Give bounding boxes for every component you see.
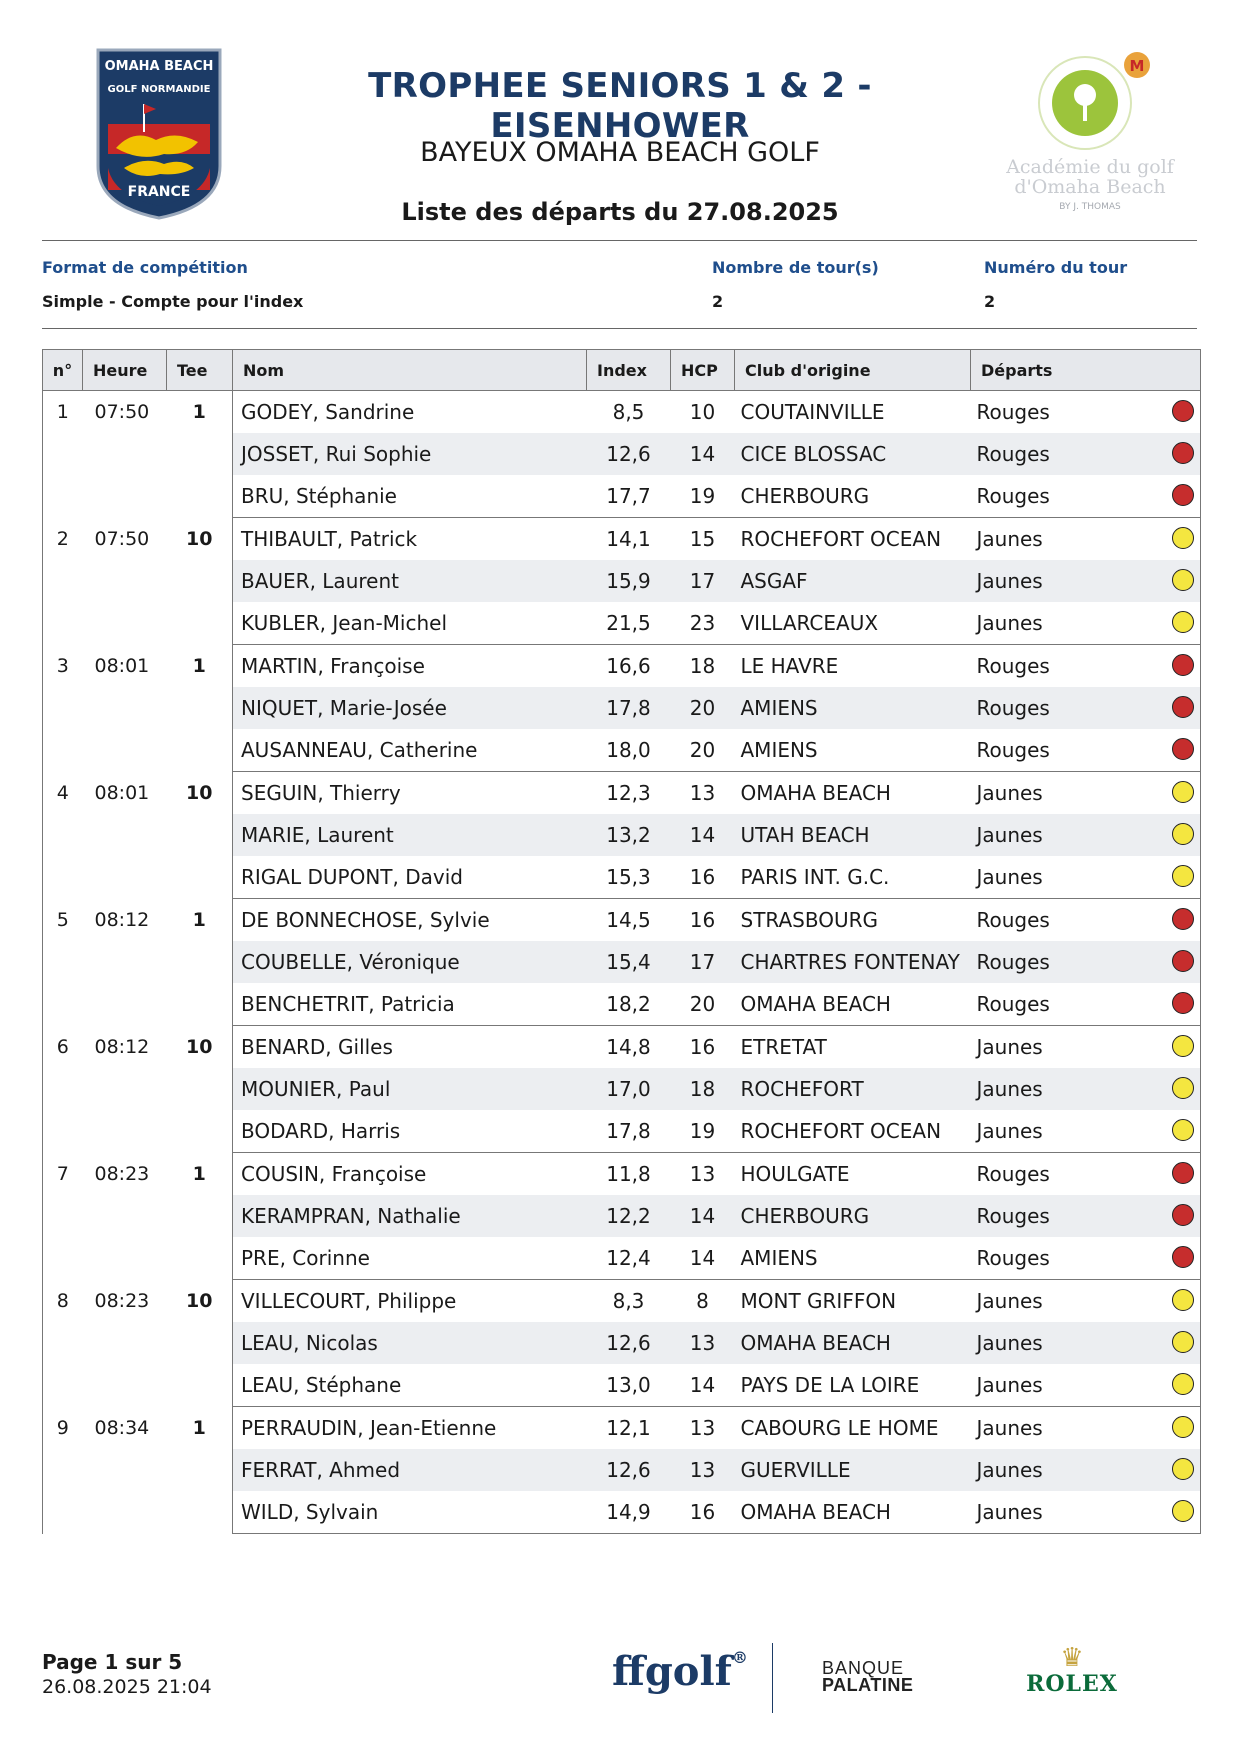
player-start-tee-cell [971,941,1201,983]
player-start-tee: Rouges [976,442,1050,466]
player-name: MARIE, Laurent [233,814,587,856]
table-row [43,772,1201,815]
player-index: 14,8 [606,1035,651,1059]
player-start-tee-cell [971,983,1201,1026]
starting-tee: 10 [167,1280,233,1407]
player-name: KUBLER, Jean-Michel [233,602,587,645]
player-start-tee-cell [971,433,1201,475]
col-header-hcp: HCP [671,350,735,391]
player-start-tee: Jaunes [976,865,1043,889]
round-number-label: Numéro du tour [984,258,1128,277]
player-club: OMAHA BEACH [735,1322,971,1364]
group-number: 6 [43,1026,83,1153]
starting-tee: 1 [167,899,233,1026]
player-hcp: 13 [689,1416,716,1440]
player-index: 17,0 [587,1068,671,1110]
tee-color-marker [1172,950,1194,972]
ffgolf-wordmark: ffgolf [612,1648,732,1695]
player-name: PERRAUDIN, Jean-Etienne [241,1416,497,1440]
player-hcp: 16 [689,908,716,932]
tee-color-marker [1172,1331,1194,1353]
player-club: ROCHEFORT OCEAN [735,1110,971,1153]
player-name: MARTIN, Françoise [241,654,425,678]
tee-color-marker [1172,696,1194,718]
table-header-row [43,350,1201,391]
tee-color-marker [1172,527,1194,549]
player-club: CHERBOURG [735,1195,971,1237]
table-row [43,645,1201,688]
player-name: BAUER, Laurent [233,560,587,602]
player-club: PARIS INT. G.C. [735,856,971,899]
sponsor-separator [772,1643,773,1713]
player-start-tee: Jaunes [976,1331,1043,1355]
tee-color-marker [1172,908,1194,930]
col-header-time: Heure [83,350,167,391]
player-index: 17,8 [587,687,671,729]
table-row [43,391,1201,434]
starting-tee: 10 [167,772,233,899]
player-hcp: 16 [671,856,735,899]
player-start-tee: Jaunes [976,1035,1043,1059]
player-name: BENCHETRIT, Patricia [233,983,587,1026]
svg-text:Académie du golf: Académie du golf [1006,156,1174,178]
print-timestamp: 26.08.2025 21:04 [42,1676,212,1698]
player-hcp: 17 [671,560,735,602]
player-hcp: 19 [671,475,735,518]
tee-color-marker [1172,1077,1194,1099]
player-index: 14,9 [587,1491,671,1534]
player-name: DE BONNECHOSE, Sylvie [241,908,490,932]
player-name: WILD, Sylvain [233,1491,587,1534]
tee-color-marker [1172,865,1194,887]
academie-golf-logo [1005,45,1175,217]
player-hcp: 20 [671,983,735,1026]
player-start-tee-cell [971,1237,1201,1280]
player-start-tee: Rouges [976,908,1050,932]
tee-time: 08:01 [83,645,167,772]
player-hcp: 15 [689,527,716,551]
col-header-index: Index [587,350,671,391]
tee-time: 08:12 [83,899,167,1026]
meta-divider [42,328,1197,329]
player-index: 17,8 [587,1110,671,1153]
col-header-start: Départs [971,350,1201,391]
player-club: ROCHEFORT [735,1068,971,1110]
tee-color-marker [1172,654,1194,676]
venue-subtitle: BAYEUX OMAHA BEACH GOLF [420,137,820,168]
table-row [43,1026,1201,1069]
tee-time: 08:23 [83,1280,167,1407]
tee-color-marker [1172,1373,1194,1395]
banque-line2: PALATINE [822,1675,914,1695]
tee-time: 08:12 [83,1026,167,1153]
player-hcp: 20 [671,729,735,772]
player-index: 8,5 [612,400,645,424]
tee-color-marker [1172,1416,1194,1438]
player-start-tee-cell [971,602,1201,645]
player-club: HOULGATE [740,1162,850,1186]
player-index: 15,9 [587,560,671,602]
player-name: RIGAL DUPONT, David [233,856,587,899]
player-name: LEAU, Nicolas [233,1322,587,1364]
table-row [43,899,1201,942]
group-number: 3 [43,645,83,772]
rolex-wordmark: ROLEX [1026,1671,1118,1697]
start-list-table [42,349,1200,1534]
banque-palatine-logo [822,1660,972,1694]
player-start-tee: Jaunes [976,611,1043,635]
player-club: GUERVILLE [735,1449,971,1491]
tee-color-marker [1172,1500,1194,1522]
player-start-tee: Rouges [976,738,1050,762]
tee-color-marker [1172,569,1194,591]
player-start-tee: Jaunes [976,1373,1043,1397]
player-start-tee-cell [971,1322,1201,1364]
player-name: COUBELLE, Véronique [233,941,587,983]
player-club: CABOURG LE HOME [740,1416,939,1440]
player-index: 14,1 [606,527,651,551]
col-header-club: Club d'origine [735,350,971,391]
player-start-tee: Rouges [976,1204,1050,1228]
player-index: 8,3 [612,1289,645,1313]
player-hcp: 13 [689,1162,716,1186]
player-club: ROCHEFORT OCEAN [740,527,942,551]
player-name: JOSSET, Rui Sophie [233,433,587,475]
player-club: LE HAVRE [740,654,839,678]
starting-tee: 1 [167,1153,233,1280]
tee-color-marker [1172,781,1194,803]
tee-color-marker [1172,1162,1194,1184]
player-index: 12,2 [587,1195,671,1237]
player-hcp: 14 [671,814,735,856]
crown-icon: ♛ [1060,1643,1084,1673]
starting-tee: 1 [167,391,233,518]
starting-tee: 1 [167,1407,233,1534]
player-name: BRU, Stéphanie [233,475,587,518]
rolex-logo [1022,1645,1122,1697]
player-start-tee-cell [971,1110,1201,1153]
tee-time: 07:50 [83,518,167,645]
player-index: 16,6 [606,654,651,678]
player-hcp: 18 [671,1068,735,1110]
rounds-value: 2 [712,292,724,311]
player-start-tee: Rouges [976,400,1050,424]
header-divider [42,240,1197,241]
player-index: 13,0 [587,1364,671,1407]
table-row [43,518,1201,561]
player-club: MONT GRIFFON [740,1289,897,1313]
player-start-tee-cell [971,645,1201,688]
player-hcp: 20 [671,687,735,729]
table-row [43,1280,1201,1323]
player-name: LEAU, Stéphane [233,1364,587,1407]
player-start-tee: Jaunes [976,1416,1043,1440]
player-start-tee: Rouges [976,1162,1050,1186]
player-start-tee-cell [971,1026,1201,1069]
player-index: 12,4 [587,1237,671,1280]
player-hcp: 13 [671,1449,735,1491]
player-index: 12,1 [606,1416,651,1440]
tee-time: 08:34 [83,1407,167,1534]
player-start-tee: Jaunes [976,1289,1043,1313]
player-club: VILLARCEAUX [735,602,971,645]
omaha-beach-golf-logo [94,46,224,222]
player-hcp: 23 [671,602,735,645]
tee-color-marker [1172,400,1194,422]
player-start-tee: Rouges [976,1246,1050,1270]
player-start-tee-cell [971,729,1201,772]
player-club: OMAHA BEACH [735,983,971,1026]
player-hcp: 13 [689,781,716,805]
player-hcp: 17 [671,941,735,983]
player-name: BENARD, Gilles [241,1035,393,1059]
starting-tee: 10 [167,1026,233,1153]
player-start-tee-cell [971,1280,1201,1323]
player-name: THIBAULT, Patrick [241,527,418,551]
player-start-tee-cell [971,899,1201,942]
player-start-tee: Jaunes [976,781,1043,805]
tee-color-marker [1172,823,1194,845]
player-start-tee-cell [971,1449,1201,1491]
player-index: 15,3 [587,856,671,899]
player-club: AMIENS [735,687,971,729]
format-label: Format de compétition [42,258,248,277]
player-name: AUSANNEAU, Catherine [233,729,587,772]
player-club: CHARTRES FONTENAY [735,941,971,983]
player-index: 12,6 [587,433,671,475]
player-club: CICE BLOSSAC [735,433,971,475]
tee-color-marker [1172,1246,1194,1268]
player-name: BODARD, Harris [233,1110,587,1153]
tee-time: 08:01 [83,772,167,899]
player-hcp: 8 [696,1289,709,1313]
player-club: AMIENS [735,729,971,772]
player-index: 18,2 [587,983,671,1026]
tee-color-marker [1172,611,1194,633]
group-number: 4 [43,772,83,899]
player-index: 18,0 [587,729,671,772]
player-start-tee-cell [971,560,1201,602]
player-start-tee: Jaunes [976,1458,1043,1482]
group-number: 8 [43,1280,83,1407]
player-start-tee: Rouges [976,484,1050,508]
tee-color-marker [1172,738,1194,760]
player-hcp: 16 [671,1491,735,1534]
player-club: ASGAF [735,560,971,602]
table-row [43,1407,1201,1450]
player-start-tee: Jaunes [976,527,1043,551]
player-start-tee-cell [971,1153,1201,1196]
player-hcp: 19 [671,1110,735,1153]
player-start-tee: Jaunes [976,1119,1043,1143]
player-start-tee-cell [971,475,1201,518]
ffgolf-mark-icon: ® [731,1648,748,1667]
player-club: ETRETAT [740,1035,827,1059]
player-hcp: 14 [671,1237,735,1280]
player-hcp: 16 [689,1035,716,1059]
player-start-tee-cell [971,814,1201,856]
tee-time: 08:23 [83,1153,167,1280]
starting-tee: 10 [167,518,233,645]
player-start-tee: Jaunes [976,1500,1043,1524]
player-name: COUSIN, Françoise [241,1162,427,1186]
player-club: STRASBOURG [740,908,879,932]
player-start-tee: Jaunes [976,569,1043,593]
player-index: 11,8 [606,1162,651,1186]
player-start-tee: Rouges [976,950,1050,974]
round-number-value: 2 [984,292,996,311]
player-start-tee-cell [971,856,1201,899]
player-start-tee: Rouges [976,992,1050,1016]
rounds-label: Nombre de tour(s) [712,258,879,277]
player-club: COUTAINVILLE [740,400,885,424]
player-start-tee: Jaunes [976,1077,1043,1101]
tee-color-marker [1172,1289,1194,1311]
col-header-tee: Tee [167,350,233,391]
player-name: SEGUIN, Thierry [241,781,401,805]
svg-text:GOLF NORMANDIE: GOLF NORMANDIE [107,84,211,95]
player-start-tee-cell [971,687,1201,729]
player-index: 14,5 [606,908,651,932]
page-title: TROPHEE SENIORS 1 & 2 - EISENHOWER [368,66,872,146]
col-header-num: n° [43,350,83,391]
player-index: 12,6 [587,1322,671,1364]
player-hcp: 14 [671,1364,735,1407]
player-start-tee-cell [971,1491,1201,1534]
player-hcp: 18 [689,654,716,678]
svg-text:BY J. THOMAS: BY J. THOMAS [1059,202,1121,212]
svg-text:FRANCE: FRANCE [127,184,191,200]
page-number: Page 1 sur 5 [42,1650,183,1674]
tee-color-marker [1172,992,1194,1014]
player-club: OMAHA BEACH [740,781,891,805]
group-number: 5 [43,899,83,1026]
player-club: AMIENS [735,1237,971,1280]
group-number: 1 [43,391,83,518]
svg-text:M: M [1129,57,1145,75]
player-start-tee-cell [971,772,1201,815]
player-start-tee-cell [971,1068,1201,1110]
group-number: 7 [43,1153,83,1280]
tee-color-marker [1172,442,1194,464]
group-number: 2 [43,518,83,645]
player-start-tee: Jaunes [976,823,1043,847]
tee-time: 07:50 [83,391,167,518]
svg-text:d'Omaha Beach: d'Omaha Beach [1014,176,1166,198]
player-start-tee: Rouges [976,696,1050,720]
player-name: FERRAT, Ahmed [233,1449,587,1491]
tee-color-marker [1172,1119,1194,1141]
table-row [43,1153,1201,1196]
start-list-date: Liste des départs du 27.08.2025 [401,198,839,226]
player-hcp: 13 [671,1322,735,1364]
player-hcp: 10 [689,400,716,424]
format-value: Simple - Compte pour l'index [42,292,304,311]
tee-color-marker [1172,1035,1194,1057]
player-start-tee-cell [971,391,1201,434]
player-index: 17,7 [587,475,671,518]
player-name: VILLECOURT, Philippe [241,1289,457,1313]
player-club: OMAHA BEACH [735,1491,971,1534]
player-start-tee-cell [971,1407,1201,1450]
player-name: MOUNIER, Paul [233,1068,587,1110]
player-club: UTAH BEACH [735,814,971,856]
player-start-tee-cell [971,1195,1201,1237]
svg-text:OMAHA BEACH: OMAHA BEACH [104,59,214,74]
tee-color-marker [1172,484,1194,506]
player-index: 13,2 [587,814,671,856]
ffgolf-logo [612,1648,748,1695]
player-name: KERAMPRAN, Nathalie [233,1195,587,1237]
player-club: PAYS DE LA LOIRE [735,1364,971,1407]
player-start-tee: Rouges [976,654,1050,678]
starting-tee: 1 [167,645,233,772]
player-start-tee-cell [971,1364,1201,1407]
player-name: GODEY, Sandrine [241,400,415,424]
col-header-name: Nom [233,350,587,391]
player-name: PRE, Corinne [233,1237,587,1280]
player-index: 15,4 [587,941,671,983]
player-index: 12,3 [606,781,651,805]
player-start-tee-cell [971,518,1201,561]
banque-line1: BANQUE [822,1658,905,1678]
player-index: 12,6 [587,1449,671,1491]
group-number: 9 [43,1407,83,1534]
player-club: CHERBOURG [735,475,971,518]
tee-color-marker [1172,1458,1194,1480]
player-index: 21,5 [587,602,671,645]
player-hcp: 14 [671,1195,735,1237]
tee-color-marker [1172,1204,1194,1226]
player-hcp: 14 [671,433,735,475]
player-name: NIQUET, Marie-Josée [233,687,587,729]
